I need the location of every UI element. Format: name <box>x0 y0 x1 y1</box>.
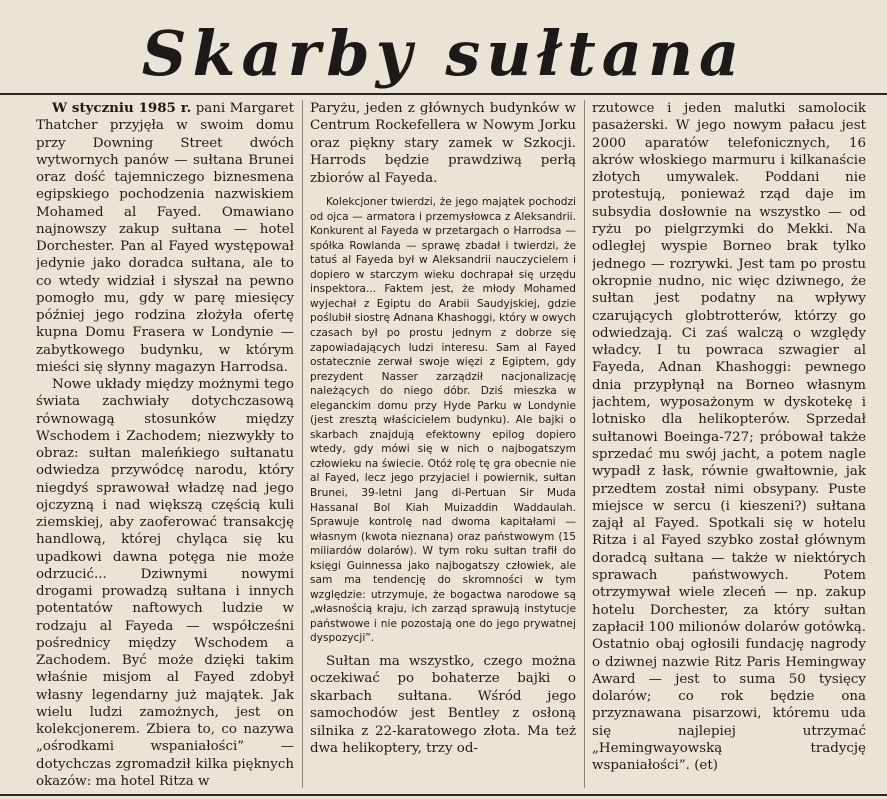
paragraph: Paryżu, jeden z głównych budynków w Centrum Rockefellera w Nowym Jorku oraz piękny stary zamek w Szkocji. Harrods będzie prawdziwą perłą zbiorów al Fayeda. <box>310 101 576 186</box>
paragraph: Sułtan ma wszystko, czego można oczekiwać po bohaterze bajki o skarbach sułtana. Wśród jego samochodów jest Bentley z osłoną silnika z 22-karatowego złota. Ma też dwa helikoptery, trzy od- <box>310 653 576 757</box>
column-divider <box>302 100 303 788</box>
article-title: Skarby sułtana <box>141 17 746 90</box>
bottom-rule <box>0 794 887 796</box>
paragraph: rzutowce i jeden malutki samolocik pasażerski. W jego nowym pałacu jest 2000 aparatów telefonicznych, 16 akrów włoskiego marmuru i kilkanaście złotych umywalek. Poddani nie protestują, ponieważ rząd daje im subsydia dosłownie na wszystko — od ryżu po pielgrzymki do Mekki. Na odległej wyspie Borneo brak tylko jednego — rozrywki. Jest tam po prostu okropnie nudno, nic więc dziwnego, że sułtan jest podatny na wpływy czarujących globtrotterów, którzy go odwiedzają. Ci zaś walczą o względy władcy. I tu powraca szwagier al Fayeda, Adnan Khashoggi: pewnego dnia przypłynął na Borneo własnym jachtem, wyposażonym w dyskotekę i lotnisko dla helikopterów. Sprzedał sułtanowi Boeinga-727; próbował także sprzedać mu swój jacht, a potem nagle wypadł z łask, równie gwałtownie, jak przedtem został nimi obsypany. Puste miejsce w sercu (i kieszeni?) sułtana zajął al Fayed. Spotkali się w hotelu Ritza i al Fayed szybko został głównym doradcą sułtana — także w niektórych sprawach państwowych. Potem otrzymywał wiele zleceń — np. zakup hotelu Dorchester, za który sułtan zapłacił 100 milionów dolarów gotówką. Ostatnio obaj ogłosili fundację nagrody o dziwnej nazwie Ritz Paris Hemingway Award — jest to suma 50 tysięcy dolarów; co rok będzie ona przyznawana pisarzowi, któremu uda się najlepiej utrzymać „Hemingwayowską tradycję wspaniałości”. (et) <box>592 101 866 774</box>
paragraph: Nowe układy między możnymi tego świata zachwiały dotychczasową równowagą stosunków między Wschodem i Zachodem; niezwykły to obraz: sułtan maleńkiego sułtanatu odwiedza przywódcę narodu, który niegdyś sprawował władzę nad jego ojczyzną i nad większą częścią kuli ziemskiej, aby zaoferować transakcję handlową, której chyląca się ku upadkowi dawna potęga nie może odrzucić... Dziwnymi nowymi drogami prowadzą sułtana i innych potentatów naftowych ludzie w rodzaju al Fayeda — współcześni pośrednicy między Wschodem a Zachodem. Być może dzięki takim właśnie misjom al Fayed zdobył własny legendarny już majątek. Jak wielu ludzi zamożnych, jest on kolekcjonerem. Zbiera to, co nazywa „ośrodkami wspaniałości” — dotychczas zgromadził kilka pięknych okazów: ma hotel Ritza w <box>36 377 294 789</box>
title-rule <box>0 93 887 95</box>
column-divider <box>584 100 585 788</box>
paragraph <box>36 100 294 376</box>
column-1 <box>36 100 294 790</box>
small-print-paragraph: Kolekcjoner twierdzi, że jego majątek pochodzi od ojca — armatora i przemysłowca z Aleksandrii. Konkurent al Fayeda w przetargach o Harrodsa — spółka Rowlanda — sprawę zbadał i twierdzi, że tatuś al Fayeda był w Aleksandrii nauczycielem i dopiero w starczym wieku dochrapał się urzędu inspektora... Faktem jest, że młody Mohamed wyjechał z Egiptu do Arabii Saudyjskiej, gdzie poślubił siostrę Adnana Khashoggi, który w owych czasach był po prostu jednym z dobrze się zapowiadających ludzi interesu. Sam al Fayed ostatecznie zerwał swoje więzi z Egiptem, gdy prezydent Nasser zarządził nacjonalizację należących do niego dóbr. Dziś mieszka w eleganckim domu przy Hyde Parku w Londynie (jest zresztą właścicielem budynku). Ale bajki o skarbach znajdują efektowny epilog dopiero wtedy, gdy mówi się w nich o najbogatszym człowieku na świecie. Otóż rolę tę gra obecnie nie al Fayed, lecz jego przyjaciel i powiernik, sułtan Brunei, 39-letni Jang di-Pertuan Sir Muda Hassanal Bol Kiah Muizaddin Waddaulah. Sprawuje kontrolę nad dwoma kapitałami — własnym (kwota nieznana) oraz państwowym (15 miliardów dolarów). W tym roku sułtan trafił do księgi Guinnessa jako najbogatszy człowiek, ale sam ma tendencję do skromności w tym względzie: utrzymuje, że bogactwa narodowe są „własnością kraju, ich zarząd sprawują instytucje państwowe i nie pozostają one do jego prywatnej dyspozycji”. <box>310 196 576 645</box>
paragraph-text: pani Margaret Thatcher przyjęła w swoim domu przy Downing Street dwóch wytwornych panów — sułtana Brunei oraz dość tajemniczego biznesmena egipskiego pochodzenia nazwiskiem Mohamed al Fayed. Omawiano najnowszy zakup sułtana — hotel Dorchester. Pan al Fayed występował jedynie jako doradca sułtana, ale to co wtedy widział i słyszał na pewno pomogło mu, gdy w parę miesięcy później jego rodzina złożyła ofertę kupna Domu Frasera w Londynie — zabytkowego budynku, w którym mieści się słynny magazyn Harrodsa. <box>36 101 294 375</box>
column-2 <box>310 100 576 790</box>
column-3 <box>592 100 866 790</box>
lead-phrase: W styczniu 1985 r. <box>52 100 192 116</box>
